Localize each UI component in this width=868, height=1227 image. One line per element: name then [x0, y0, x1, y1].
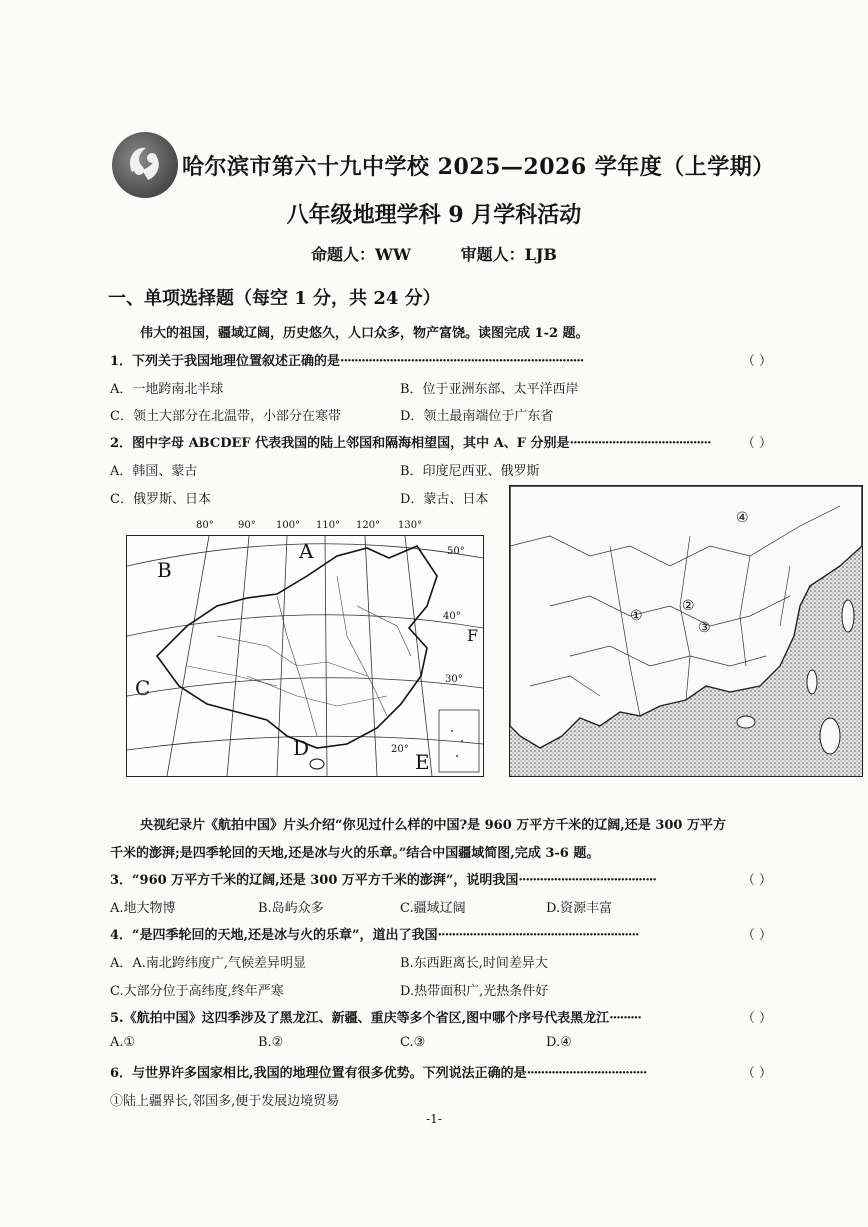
map-letter-f: F — [467, 626, 479, 645]
q2-answer-paren: （ ） — [741, 436, 772, 451]
q2-option-b: B．印度尼西亚、俄罗斯 — [400, 464, 540, 479]
lat-label: 30° — [445, 674, 463, 685]
q1-stem: 1．下列关于我国地理位置叙述正确的是····································································· — [110, 354, 584, 369]
q4-stem: 4．“是四季轮回的天地,还是冰与火的乐章”，道出了我国························································· — [110, 928, 639, 943]
lat-label: 50° — [447, 546, 465, 557]
map-marker-1: ① — [630, 608, 643, 624]
q4-option-d: D.热带面积广,光热条件好 — [400, 984, 549, 999]
intro-text: 伟大的祖国，疆域辽阔，历史悠久，人口众多，物产富饶。读图完成 1-2 题。 — [140, 326, 589, 341]
exam-title: 八年级地理学科 9 月学科活动 — [286, 202, 582, 228]
lat-label: 20° — [391, 744, 409, 755]
q3-option-d: D.资源丰富 — [546, 901, 613, 916]
q5-answer-paren: （ ） — [741, 1011, 772, 1026]
lat-label: 40° — [443, 611, 461, 622]
q5-stem: 5.《航拍中国》这四季涉及了黑龙江、新疆、重庆等多个省区,图中哪个序号代表黑龙江········· — [110, 1011, 641, 1026]
lon-label: 100° — [276, 520, 301, 531]
section-heading: 一、单项选择题（每空 1 分，共 24 分） — [108, 288, 441, 309]
reviewer: 审题人：LJB — [460, 245, 557, 264]
province-map-graphic — [510, 486, 862, 776]
lon-label: 90° — [238, 520, 256, 531]
q2-option-c: C．俄罗斯、日本 — [110, 492, 211, 507]
q3-stem: 3．“960 万平方千米的辽阔,还是 300 万平方千米的澎湃”，说明我国······································· — [110, 873, 656, 888]
map-letter-e: E — [415, 750, 430, 774]
q4-answer-paren: （ ） — [741, 928, 772, 943]
q5-option-a: A.① — [110, 1035, 136, 1050]
q4-option-a: A．A.南北跨纬度广,气候差异明显 — [110, 956, 307, 971]
q4-option-b: B.东西距离长,时间差异大 — [400, 956, 548, 971]
q1-option-c: C．领土大部分在北温带，小部分在寒带 — [110, 409, 341, 424]
lon-label: 80° — [196, 520, 214, 531]
map-marker-4: ④ — [736, 510, 749, 526]
q1-option-d: D．领土最南端位于广东省 — [400, 409, 554, 424]
setter: 命题人：WW — [311, 245, 411, 264]
intro2-line1: 央视纪录片《航拍中国》片头介绍“你见过什么样的中国?是 960 万平方千米的辽阔,还是 300 万平方 — [140, 818, 726, 833]
map-marker-3: ③ — [698, 620, 711, 636]
q3-option-b: B.岛屿众多 — [258, 901, 324, 916]
q1-option-b: B．位于亚洲东部、太平洋西岸 — [400, 382, 579, 397]
q3-option-a: A.地大物博 — [110, 901, 176, 916]
q1-answer-paren: （ ） — [741, 354, 772, 369]
lon-label: 130° — [398, 520, 423, 531]
q2-stem: 2．图中字母 ABCDEF 代表我国的陆上邻国和隔海相望国，其中 A、F 分别是········································ — [110, 436, 711, 451]
q6-answer-paren: （ ） — [741, 1066, 772, 1081]
q4-option-c: C.大部分位于高纬度,终年严寒 — [110, 984, 284, 999]
q3-option-c: C.疆域辽阔 — [400, 901, 466, 916]
school-logo-icon — [112, 132, 178, 198]
school-title: 哈尔滨市第六十九中学校 2025—2026 学年度（上学期） — [182, 154, 775, 180]
map-letter-b: B — [157, 558, 172, 582]
q5-option-b: B.② — [258, 1035, 284, 1050]
q5-option-d: D.④ — [546, 1035, 572, 1050]
q3-answer-paren: （ ） — [741, 873, 772, 888]
lon-label: 110° — [316, 520, 341, 531]
q6-stem: 6．与世界许多国家相比,我国的地理位置有很多优势。下列说法正确的是·································· — [110, 1066, 647, 1081]
map-letter-d: D — [293, 736, 310, 760]
q2-option-a: A．韩国、蒙古 — [110, 464, 198, 479]
intro2-line2: 千米的澎湃;是四季轮回的天地,还是冰与火的乐章。”结合中国疆域简图,完成 3-6 题。 — [110, 846, 600, 861]
page-number: -1- — [426, 1112, 442, 1126]
lon-label: 120° — [356, 520, 381, 531]
authors — [0, 242, 868, 265]
q5-option-c: C.③ — [400, 1035, 426, 1050]
q1-option-a: A．一地跨南北半球 — [110, 382, 224, 397]
map-marker-2: ② — [682, 598, 695, 614]
neighbors-map — [126, 535, 484, 777]
map-letter-c: C — [135, 676, 151, 700]
q6-option-1: ①陆上疆界长,邻国多,便于发展边境贸易 — [110, 1094, 340, 1109]
province-map — [509, 485, 863, 777]
map-letter-a: A — [299, 539, 314, 563]
q2-option-d: D．蒙古、日本 — [400, 492, 489, 507]
